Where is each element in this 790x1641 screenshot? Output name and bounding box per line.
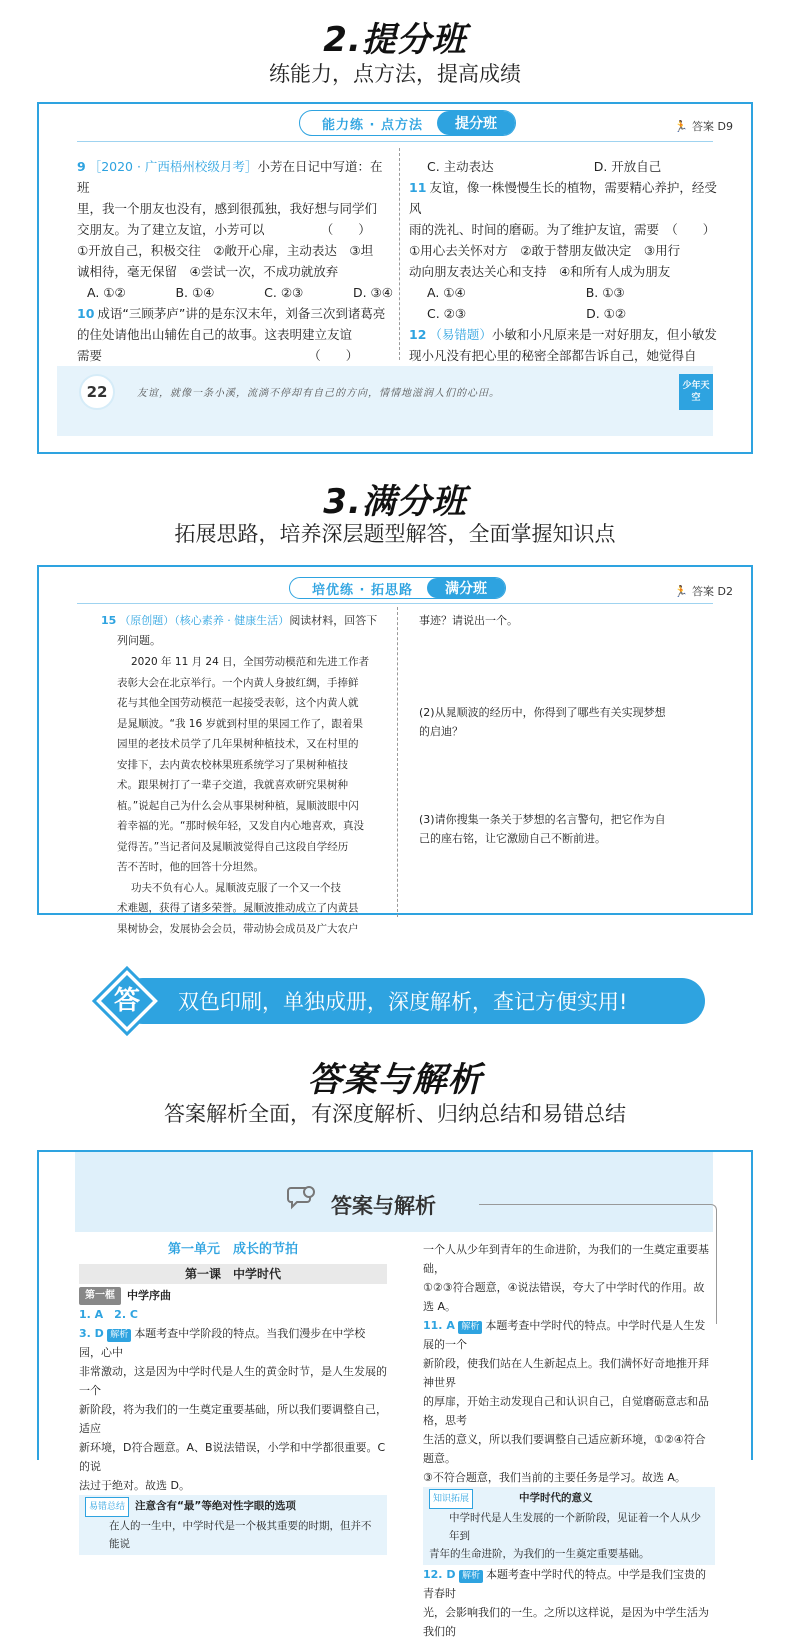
- answer-line: 一个人从少年到青年的生命进阶，为我们的一生奠定重要基础，: [423, 1243, 709, 1275]
- q10-line: 的住处请他出山辅佐自己的故事。这表明建立友谊: [77, 327, 353, 342]
- q9-line: ①开放自己，积极交往 ②敞开心扉，主动表达 ③坦: [77, 243, 374, 258]
- answer-label: 答案 D2: [692, 585, 733, 598]
- error-text: 在人的一生中，中学时代是一个极其重要的时期，但并不能说: [109, 1520, 372, 1550]
- chat-gear-icon: [287, 1184, 317, 1210]
- answer-3-num: 3. D: [79, 1327, 104, 1340]
- knowledge-title: 中学时代的意义: [519, 1492, 593, 1504]
- q11-options: [409, 303, 725, 324]
- q15-sub2: 的启迪？: [419, 725, 463, 738]
- divider: [77, 603, 713, 604]
- q12-tag: （易错题）: [429, 327, 492, 342]
- section-3-title: 3.满分班: [323, 482, 467, 522]
- answer-line: 本题考查中学时代的特点。中学是我们宝贵的青春时: [423, 1568, 706, 1600]
- q9-line: 里，我一个朋友也没有，感到很孤独，我好想与同学们: [77, 201, 378, 216]
- error-tag: 易错总结: [85, 1497, 129, 1517]
- reading-material: [101, 652, 391, 939]
- knowledge-extension: [423, 1487, 715, 1565]
- q10-line: 成语“三顾茅庐”讲的是东汉末年，刘备三次到诸葛亮: [97, 306, 386, 321]
- q10-options-cont: [409, 156, 725, 177]
- material-line: 术难题，获得了诸多荣誉。晁顺波推动成立了内黄县: [117, 902, 359, 914]
- feature-text: 双色印刷，单独成册，深度解析，查记方便实用!: [178, 990, 628, 1014]
- error-summary: [79, 1495, 387, 1555]
- q11-line: ①用心去关怀对方 ②敢于替朋友做决定 ③用行: [409, 243, 681, 258]
- right-column: [409, 156, 725, 387]
- answer-line: 新阶段，将为我们的一生奠定重要基础，所以我们要调整自己，适应: [79, 1403, 387, 1435]
- brand-badge: 少年天空: [679, 374, 713, 410]
- option: D. ①②: [586, 306, 627, 321]
- banner-left: 培优练 · 拓思路: [312, 582, 413, 598]
- q15-tag: （原创题）（核心素养 · 健康生活）: [119, 614, 290, 627]
- option: B. ①③: [585, 285, 625, 300]
- answer-11-num: 11. A: [423, 1319, 455, 1332]
- q11-line: 雨的洗礼、时间的磨砺。为了维护友谊，需要 （ ）: [409, 222, 716, 237]
- q11-line: 友谊，像一株慢慢生长的植物，需要精心养护，经受风: [409, 180, 717, 216]
- lesson-title: 第一课 中学时代: [79, 1264, 387, 1284]
- answer-label: 答案 D9: [692, 120, 733, 133]
- material-line: 花与其他全国劳动模范一起接受表彰，这个内黄人就: [117, 697, 359, 709]
- page-footer: [57, 366, 713, 436]
- material-line: 功夫不负有心人。晁顺波克服了一个又一个技: [131, 881, 341, 894]
- q9-options: [77, 282, 393, 303]
- q9-num: 9: [77, 159, 86, 174]
- column-divider: [399, 148, 400, 360]
- left-column: [101, 611, 391, 939]
- material-line: 表彰大会在北京举行。一个内黄人身披红绸，手捧鲜: [117, 676, 359, 689]
- section-2-title: 2.提分班: [323, 20, 467, 60]
- q11-num: 11: [409, 180, 427, 195]
- answer-line: 的厚扉，开始主动发现自己和认识自己，自觉磨砺意志和品格，思考: [423, 1395, 709, 1427]
- answer-diamond-icon: [92, 966, 162, 1036]
- answer-diamond-label: 答: [113, 986, 140, 1016]
- runner-icon: 🏃: [674, 585, 689, 598]
- divider: [77, 141, 713, 142]
- banner-left: 能力练 · 点方法: [322, 117, 423, 133]
- knowledge-text: 中学时代是人生发展的一个新阶段，见证着一个人从少年到: [449, 1512, 701, 1542]
- banner-right: 提分班: [437, 111, 515, 135]
- preview-panel-manfen: [37, 565, 753, 935]
- q9-line: 交朋友。为了建立友谊，小芳可以 （ ）: [77, 222, 371, 237]
- q15-sub3: 己的座右铭，让它激励自己不断前进。: [419, 832, 606, 845]
- q15-line: 列问题。: [117, 633, 161, 647]
- material-line: 术。跟果树打了一辈子交道，我就喜欢研究果树种: [117, 779, 348, 791]
- answer-header: 答案与解析: [331, 1194, 436, 1218]
- answer-line: 生活的意义，所以我们要调整自己适应新环境，①②④符合题意。: [423, 1433, 706, 1465]
- q9-tag: ［2020 · 广西梧州校级月考］: [88, 159, 258, 174]
- analysis-badge: 解析: [107, 1329, 131, 1342]
- q10-num: 10: [77, 306, 95, 321]
- frame-title: [79, 1287, 387, 1305]
- material-line: 安排下，去内黄农校林果班系统学习了果树种植技: [117, 758, 348, 771]
- answer-line: 非常激动，这是因为中学时代是人生的黄金时节，是人生发展的一个: [79, 1365, 387, 1397]
- q15-num: 15: [101, 614, 117, 627]
- knowledge-tag: 知识拓展: [429, 1489, 473, 1509]
- material-line: 2020 年 11 月 24 日，全国劳动模范和先进工作者: [131, 656, 370, 668]
- banner: [289, 577, 506, 599]
- q11-options: [409, 282, 725, 303]
- option: C. ②③: [264, 285, 304, 300]
- feature-banner: [120, 978, 705, 1024]
- answer-1-2: 1. A 2. C: [79, 1308, 138, 1321]
- option: A. ①④: [427, 285, 466, 300]
- option: C. ②③: [427, 306, 467, 321]
- material-line: 苦不苦时，他的回答十分坦然。: [117, 861, 264, 873]
- section-3-subtitle: 拓展思路，培养深层题型解答，全面掌握知识点: [174, 522, 616, 546]
- answer-ref: [674, 118, 733, 134]
- section-4-title: 答案与解析: [307, 1060, 483, 1100]
- answer-12-num: 12. D: [423, 1568, 456, 1581]
- banner-right: 满分班: [427, 578, 505, 598]
- runner-icon: 🏃: [674, 120, 689, 133]
- option: C. 主动表达: [427, 159, 494, 174]
- material-line: 觉得苦。”当记者问及晁顺波觉得自己这段自学经历: [117, 840, 349, 853]
- preview-panel-tifen: [37, 102, 753, 454]
- knowledge-text: 青年的生命进阶，为我们的一生奠定重要基础。: [429, 1548, 650, 1560]
- column-divider: [397, 607, 398, 917]
- answer-line: ③不符合题意，我们当前的主要任务是学习。故选 A。: [423, 1471, 686, 1484]
- option: B. ①④: [175, 285, 215, 300]
- q15-sub2: (2)从晁顺波的经历中，你得到了哪些有关实现梦想: [419, 705, 666, 719]
- answer-right-column: [423, 1240, 715, 1641]
- answer-left-column: [79, 1240, 387, 1555]
- section-4-subtitle: 答案解析全面，有深度解析、归纳总结和易错总结: [164, 1102, 626, 1126]
- q15-sub3: (3)请你搜集一条关于梦想的名言警句，把它作为自: [419, 812, 666, 826]
- analysis-badge: 解析: [458, 1321, 482, 1334]
- q9-line: 诚相待，毫无保留 ④尝试一次，不成功就放弃: [77, 264, 339, 279]
- answer-line: 法过于绝对。故选 D。: [79, 1479, 190, 1492]
- section-2-subtitle: 练能力，点方法，提高成绩: [269, 62, 521, 86]
- answer-ref: [674, 583, 733, 599]
- option: A. ①②: [87, 285, 126, 300]
- material-line: 是晁顺波。“我 16 岁就到村里的果园工作了，跟着果: [117, 717, 363, 730]
- option: D. ③④: [352, 285, 393, 300]
- answer-line: 本题考查中学时代的特点。中学时代是人生发展的一个: [423, 1319, 706, 1351]
- material-line: 园里的老技术员学了几年果树种植技术，又在村里的: [117, 738, 359, 750]
- q15-line: 事迹？请说出一个。: [419, 614, 518, 627]
- preview-panel-answers: [37, 1150, 753, 1638]
- q11-line: 动向朋友表达关心和支持 ④和所有人成为朋友: [409, 264, 671, 279]
- answer-line: ①②③符合题意，④说法错误，夸大了中学时代的作用。故选 A。: [423, 1281, 705, 1313]
- material-line: 着幸福的光。“那时候年轻，又发自内心地喜欢，真没: [117, 820, 364, 832]
- banner: [299, 110, 516, 136]
- q10-line: 需要 （ ）: [77, 348, 359, 363]
- frame-tag: 第一框: [79, 1287, 121, 1305]
- answer-line: 新环境，D符合题意。A、B说法错误，小学和中学都很重要。C 的说: [79, 1441, 386, 1473]
- answer-line: 新阶段，使我们站在人生新起点上。我们满怀好奇地推开拜神世界: [423, 1357, 709, 1389]
- analysis-badge: 解析: [459, 1570, 483, 1583]
- right-column: [419, 611, 719, 849]
- material-line: 果树协会，发展协会会员，带动协会成员及广大农户: [117, 922, 359, 935]
- page-number: 22: [79, 374, 115, 410]
- answer-line: 本题考查中学阶段的特点。当我们漫步在中学校园，心中: [79, 1327, 366, 1359]
- q12-line: 小敏和小凡原来是一对好朋友，但小敏发: [491, 327, 717, 342]
- material-line: 植。”说起自己为什么会从事果树种植，晁顺波眼中闪: [117, 799, 359, 812]
- error-title: 注意含有“最”等绝对性字眼的选项: [135, 1500, 296, 1512]
- q9-line: 小芳在日记中写道：在班: [77, 159, 383, 195]
- left-column: [77, 156, 393, 387]
- frame-label: 中学序曲: [127, 1289, 171, 1302]
- option: D. 开放自己: [593, 159, 662, 174]
- q15-line: 阅读材料，回答下: [289, 614, 378, 627]
- answer-line: 光，会影响我们的一生。之所以这样说，是因为中学生活为我们的: [423, 1606, 709, 1638]
- q12-num: 12: [409, 327, 427, 342]
- unit-title: 第一单元 成长的节拍: [167, 1242, 298, 1257]
- footer-quote: 友谊，就像一条小溪，流淌不停却有自己的方向，情情地滋润人们的心田。: [137, 388, 500, 399]
- q12-line: 现小凡没有把心里的秘密全部都告诉自己，她觉得自: [409, 348, 697, 363]
